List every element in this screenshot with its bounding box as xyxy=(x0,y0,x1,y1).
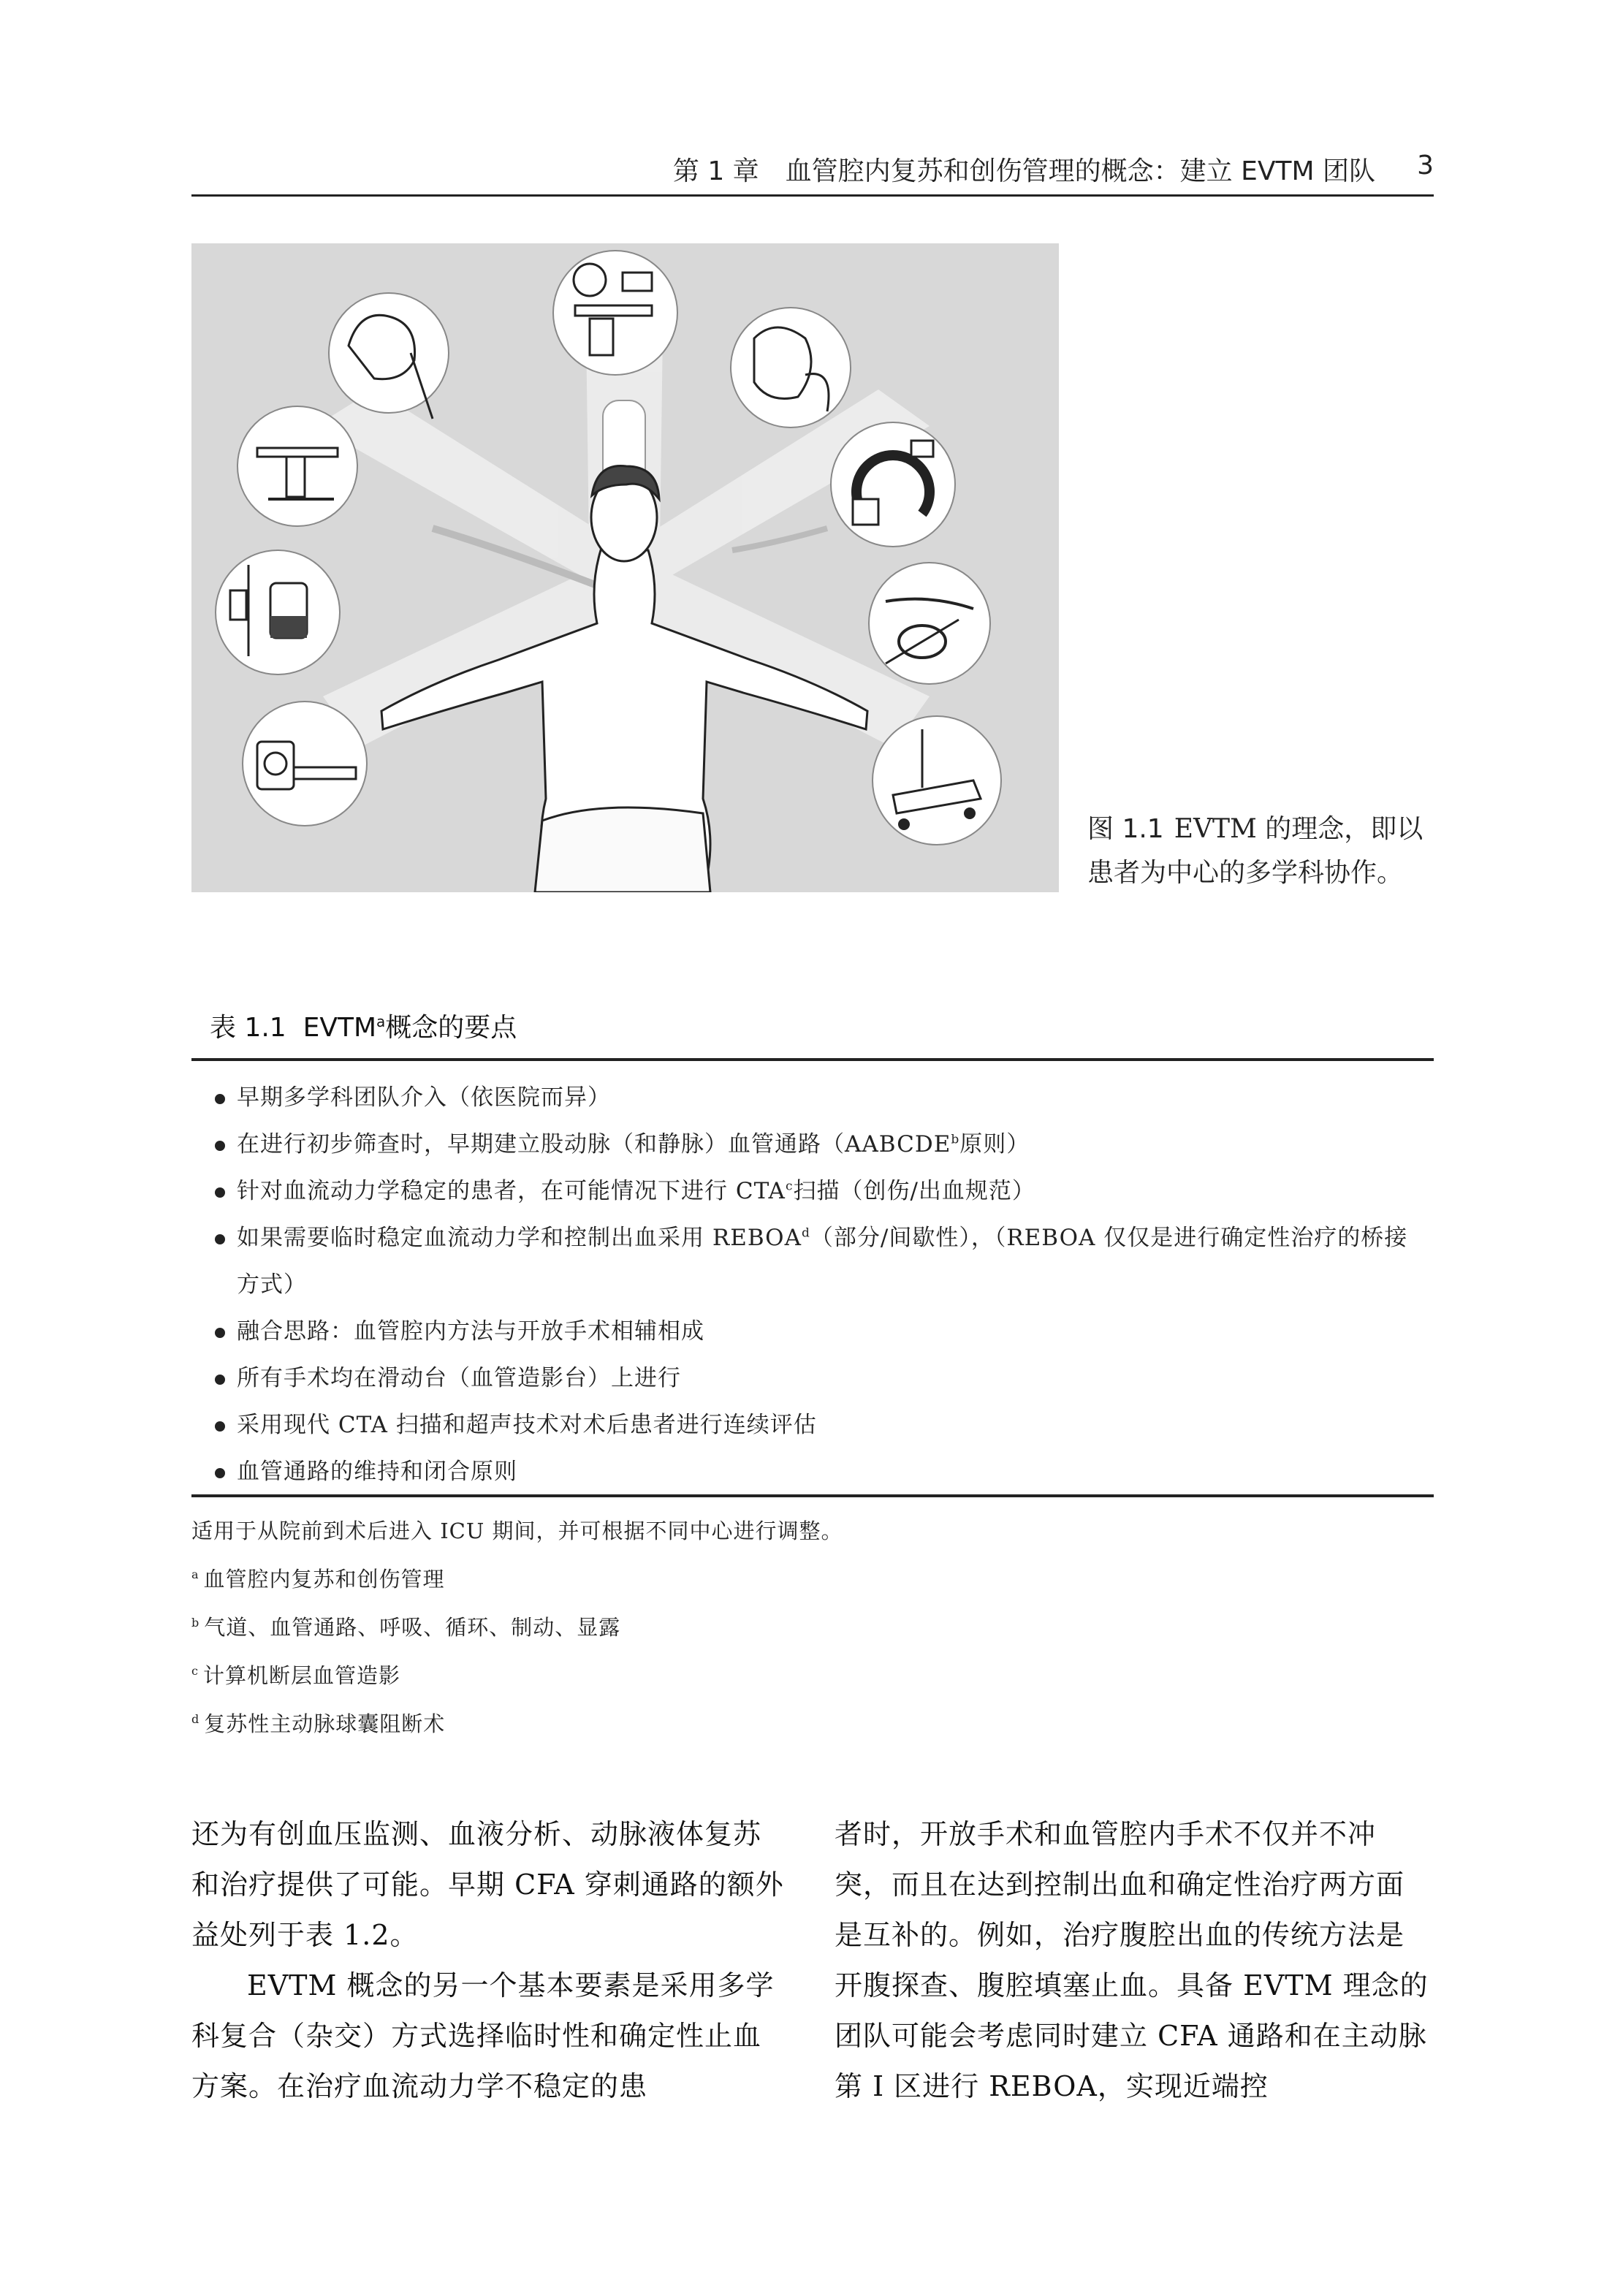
body-column-left xyxy=(191,1809,787,2112)
footnote: $^b$ 气道、血管通路、呼吸、循环、制动、显露 xyxy=(191,1615,621,1640)
list-item: 如果需要临时稳定血流动力学和控制出血采用 REBOA$^d$（部分/间歇性），（REBOA 仅仅是进行确定性治疗的桥接方式） xyxy=(212,1214,1425,1308)
equipment-circle-scalpel-hand xyxy=(329,293,449,419)
table-bullet-list xyxy=(212,1074,1425,1495)
equipment-circle-angio-table xyxy=(553,251,677,375)
figure-label: 图 1.1 xyxy=(1087,814,1164,844)
equipment-circle-glove-catheter xyxy=(731,308,851,427)
paragraph: 还为有创血压监测、血液分析、动脉液体复苏和治疗提供了可能。早期 CFA 穿刺通路的额外益处列于表 1.2。 xyxy=(191,1818,784,1951)
body-column-right xyxy=(835,1809,1430,2112)
chapter-title: 第 1 章 血管腔内复苏和创伤管理的概念：建立 EVTM 团队 xyxy=(672,156,1375,186)
footnote: $^a$ 血管腔内复苏和创伤管理 xyxy=(191,1567,445,1592)
table-top-rule xyxy=(191,1058,1434,1061)
paragraph: EVTM 概念的另一个基本要素是采用多学科复合（杂交）方式选择临时性和确定性止血方案。在治疗血流动力学不稳定的患 xyxy=(191,1969,775,2102)
header-rule xyxy=(191,194,1434,197)
page-number: 3 xyxy=(1417,151,1434,180)
figure-caption xyxy=(1087,807,1434,895)
list-item: 融合思路：血管腔内方法与开放手术相辅相成 xyxy=(212,1308,1425,1355)
figure-illustration xyxy=(191,243,1059,892)
equipment-circle-c-arm xyxy=(831,422,955,547)
list-item: 采用现代 CTA 扫描和超声技术对术后患者进行连续评估 xyxy=(212,1402,1425,1448)
equipment-circle-hospital-bed xyxy=(873,716,1001,845)
figure-caption-text: EVTM 的理念，即以患者为中心的多学科协作。 xyxy=(1087,814,1424,888)
table-title xyxy=(210,1007,517,1044)
equipment-circle-blood-transfusion xyxy=(216,550,340,674)
footnote-intro: 适用于从院前到术后进入 ICU 期间，并可根据不同中心进行调整。 xyxy=(191,1518,843,1543)
table-title-rest: 概念的要点 xyxy=(385,1013,517,1043)
running-header xyxy=(191,146,1434,190)
table-footnotes xyxy=(191,1507,1434,1748)
equipment-circle-reboa-balloon xyxy=(869,563,990,684)
table-title-footnote-mark: a xyxy=(376,1013,386,1030)
table-bottom-rule xyxy=(191,1494,1434,1497)
footnote: $^d$ 复苏性主动脉球囊阻断术 xyxy=(191,1711,446,1736)
footnote: $^c$ 计算机断层血管造影 xyxy=(191,1663,400,1688)
table-title-main: EVTM xyxy=(303,1013,377,1043)
list-item: 早期多学科团队介入（依医院而异） xyxy=(212,1074,1425,1121)
table-label: 表 1.1 xyxy=(210,1013,286,1043)
patient-figure xyxy=(381,466,867,893)
list-item: 针对血流动力学稳定的患者，在可能情况下进行 CTA$^c$扫描（创伤/出血规范） xyxy=(212,1168,1425,1214)
equipment-circle-operating-table xyxy=(237,406,357,526)
list-item: 血管通路的维持和闭合原则 xyxy=(212,1448,1425,1495)
equipment-circle-ct-scanner xyxy=(243,702,367,826)
list-item: 所有手术均在滑动台（血管造影台）上进行 xyxy=(212,1355,1425,1402)
list-item: 在进行初步筛查时，早期建立股动脉（和静脉）血管通路（AABCDE$^b$原则） xyxy=(212,1121,1425,1168)
paragraph: 者时，开放手术和血管腔内手术不仅并不冲突，而且在达到控制出血和确定性治疗两方面是互补的。例如，治疗腹腔出血的传统方法是开腹探查、腹腔填塞止血。具备 EVTM 理念的团队可能会考虑同时建立 CFA 通路和在主动脉第 Ⅰ 区进行 REBOA，实现近端控 xyxy=(835,1818,1429,2102)
